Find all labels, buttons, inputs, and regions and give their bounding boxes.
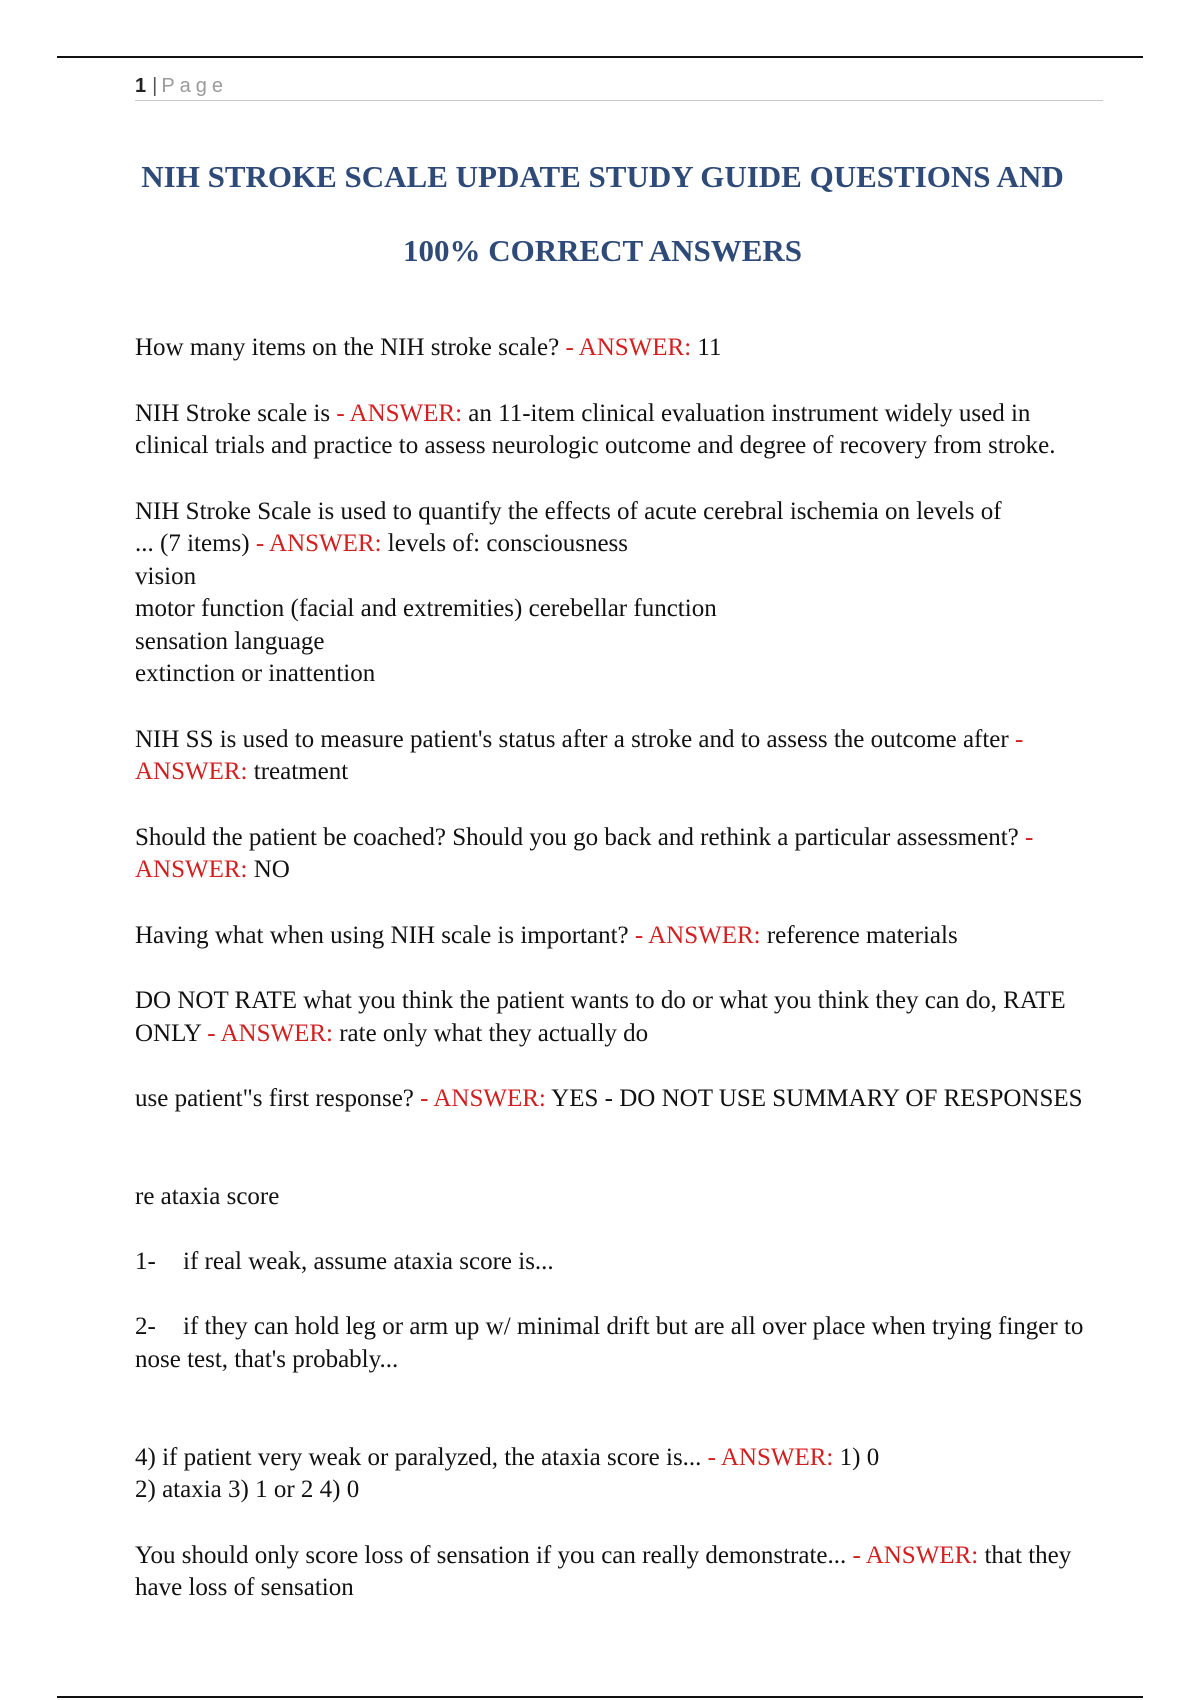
question-text: NIH Stroke Scale is used to quantify the effects of acute cerebral ischemia on levels of ... (7 items) [135,497,1002,557]
qa-item [135,1540,1105,1605]
ataxia-line-1-text: if real weak, assume ataxia score is... [183,1248,554,1275]
answer-text: 11 [697,334,722,361]
question-text: DO NOT RATE what you think the patient wants to do or what you think they can do, RATE ONLY [135,987,1066,1047]
ataxia-line-2-number: 2- [135,1313,156,1340]
answer-text: that they have loss of sensation [135,1541,1072,1601]
page-separator: | [152,75,158,97]
question-text: How many items on the NIH stroke scale? [135,334,560,361]
answer-marker: - ANSWER: [420,1085,546,1112]
ataxia-block [135,1149,1105,1409]
qa-list [135,332,1105,1638]
question-text: 4) if patient very weak or paralyzed, the ataxia score is... [135,1443,702,1471]
question-text: NIH SS is used to measure patient's status after a stroke and to assess the outcome after [135,725,1009,753]
answer-text: NO [253,856,290,883]
answer-text: rate only what they actually do [339,1019,649,1047]
qa-item [135,1083,1105,1116]
answer-text: levels of: consciousness vision motor function (facial and extremities) cerebellar function sensation language extinction or inattention [135,530,717,687]
answer-marker: - ANSWER: [852,1541,979,1569]
qa-item [135,724,1105,789]
answer-marker: - ANSWER: [207,1019,333,1047]
question-text: You should only score loss of sensation if you can really demonstrate... [135,1541,847,1569]
question-text: NIH Stroke scale is [135,399,331,427]
qa-item [135,496,1105,691]
qa-item [135,985,1105,1050]
qa-item [135,1442,1105,1507]
page-number: 1 [135,75,147,97]
document-title: NIH STROKE SCALE UPDATE STUDY GUIDE QUESTIONS AND 100% CORRECT ANSWERS [141,159,1064,268]
qa-item [135,398,1105,463]
answer-marker: - ANSWER: [135,823,1034,883]
answer-text: an 11-item clinical evaluation instrument widely used in clinical trials and practice to assess neurologic outcome and degree of recovery from stroke. [135,399,1056,459]
ataxia-line-2 [135,1311,1105,1376]
ataxia-line-1 [135,1246,1105,1279]
answer-marker: - ANSWER: [707,1443,834,1471]
answer-text: reference materials [766,921,958,949]
answer-marker: - ANSWER: [634,921,761,949]
question-text: use patient"s first response? [135,1085,414,1112]
qa-item [135,332,1105,365]
page-header [135,72,1103,101]
top-rule [57,56,1143,58]
answer-text: 1) 0 2) ataxia 3) 1 or 2 4) 0 [135,1443,880,1503]
page-word: Page [161,75,229,97]
ataxia-line-2-text: if they can hold leg or arm up w/ minimal drift but are all over place when trying finger to nose test, that's probably... [135,1313,1084,1373]
answer-marker: - ANSWER: [255,530,382,557]
answer-text: YES - DO NOT USE SUMMARY OF RESPONSES [551,1085,1083,1112]
answer-text: treatment [253,758,349,785]
ataxia-intro: re ataxia score [135,1183,280,1210]
question-text: Should the patient be coached? Should you go back and rethink a particular assessment? [135,823,1019,851]
answer-marker: - ANSWER: [135,725,1024,785]
bottom-rule [57,1696,1143,1698]
answer-marker: - ANSWER: [336,399,463,427]
qa-item [135,822,1105,887]
answer-marker: - ANSWER: [565,334,692,361]
question-text: Having what when using NIH scale is important? [135,921,629,949]
ataxia-line-1-number: 1- [135,1248,156,1275]
qa-item [135,920,1105,953]
